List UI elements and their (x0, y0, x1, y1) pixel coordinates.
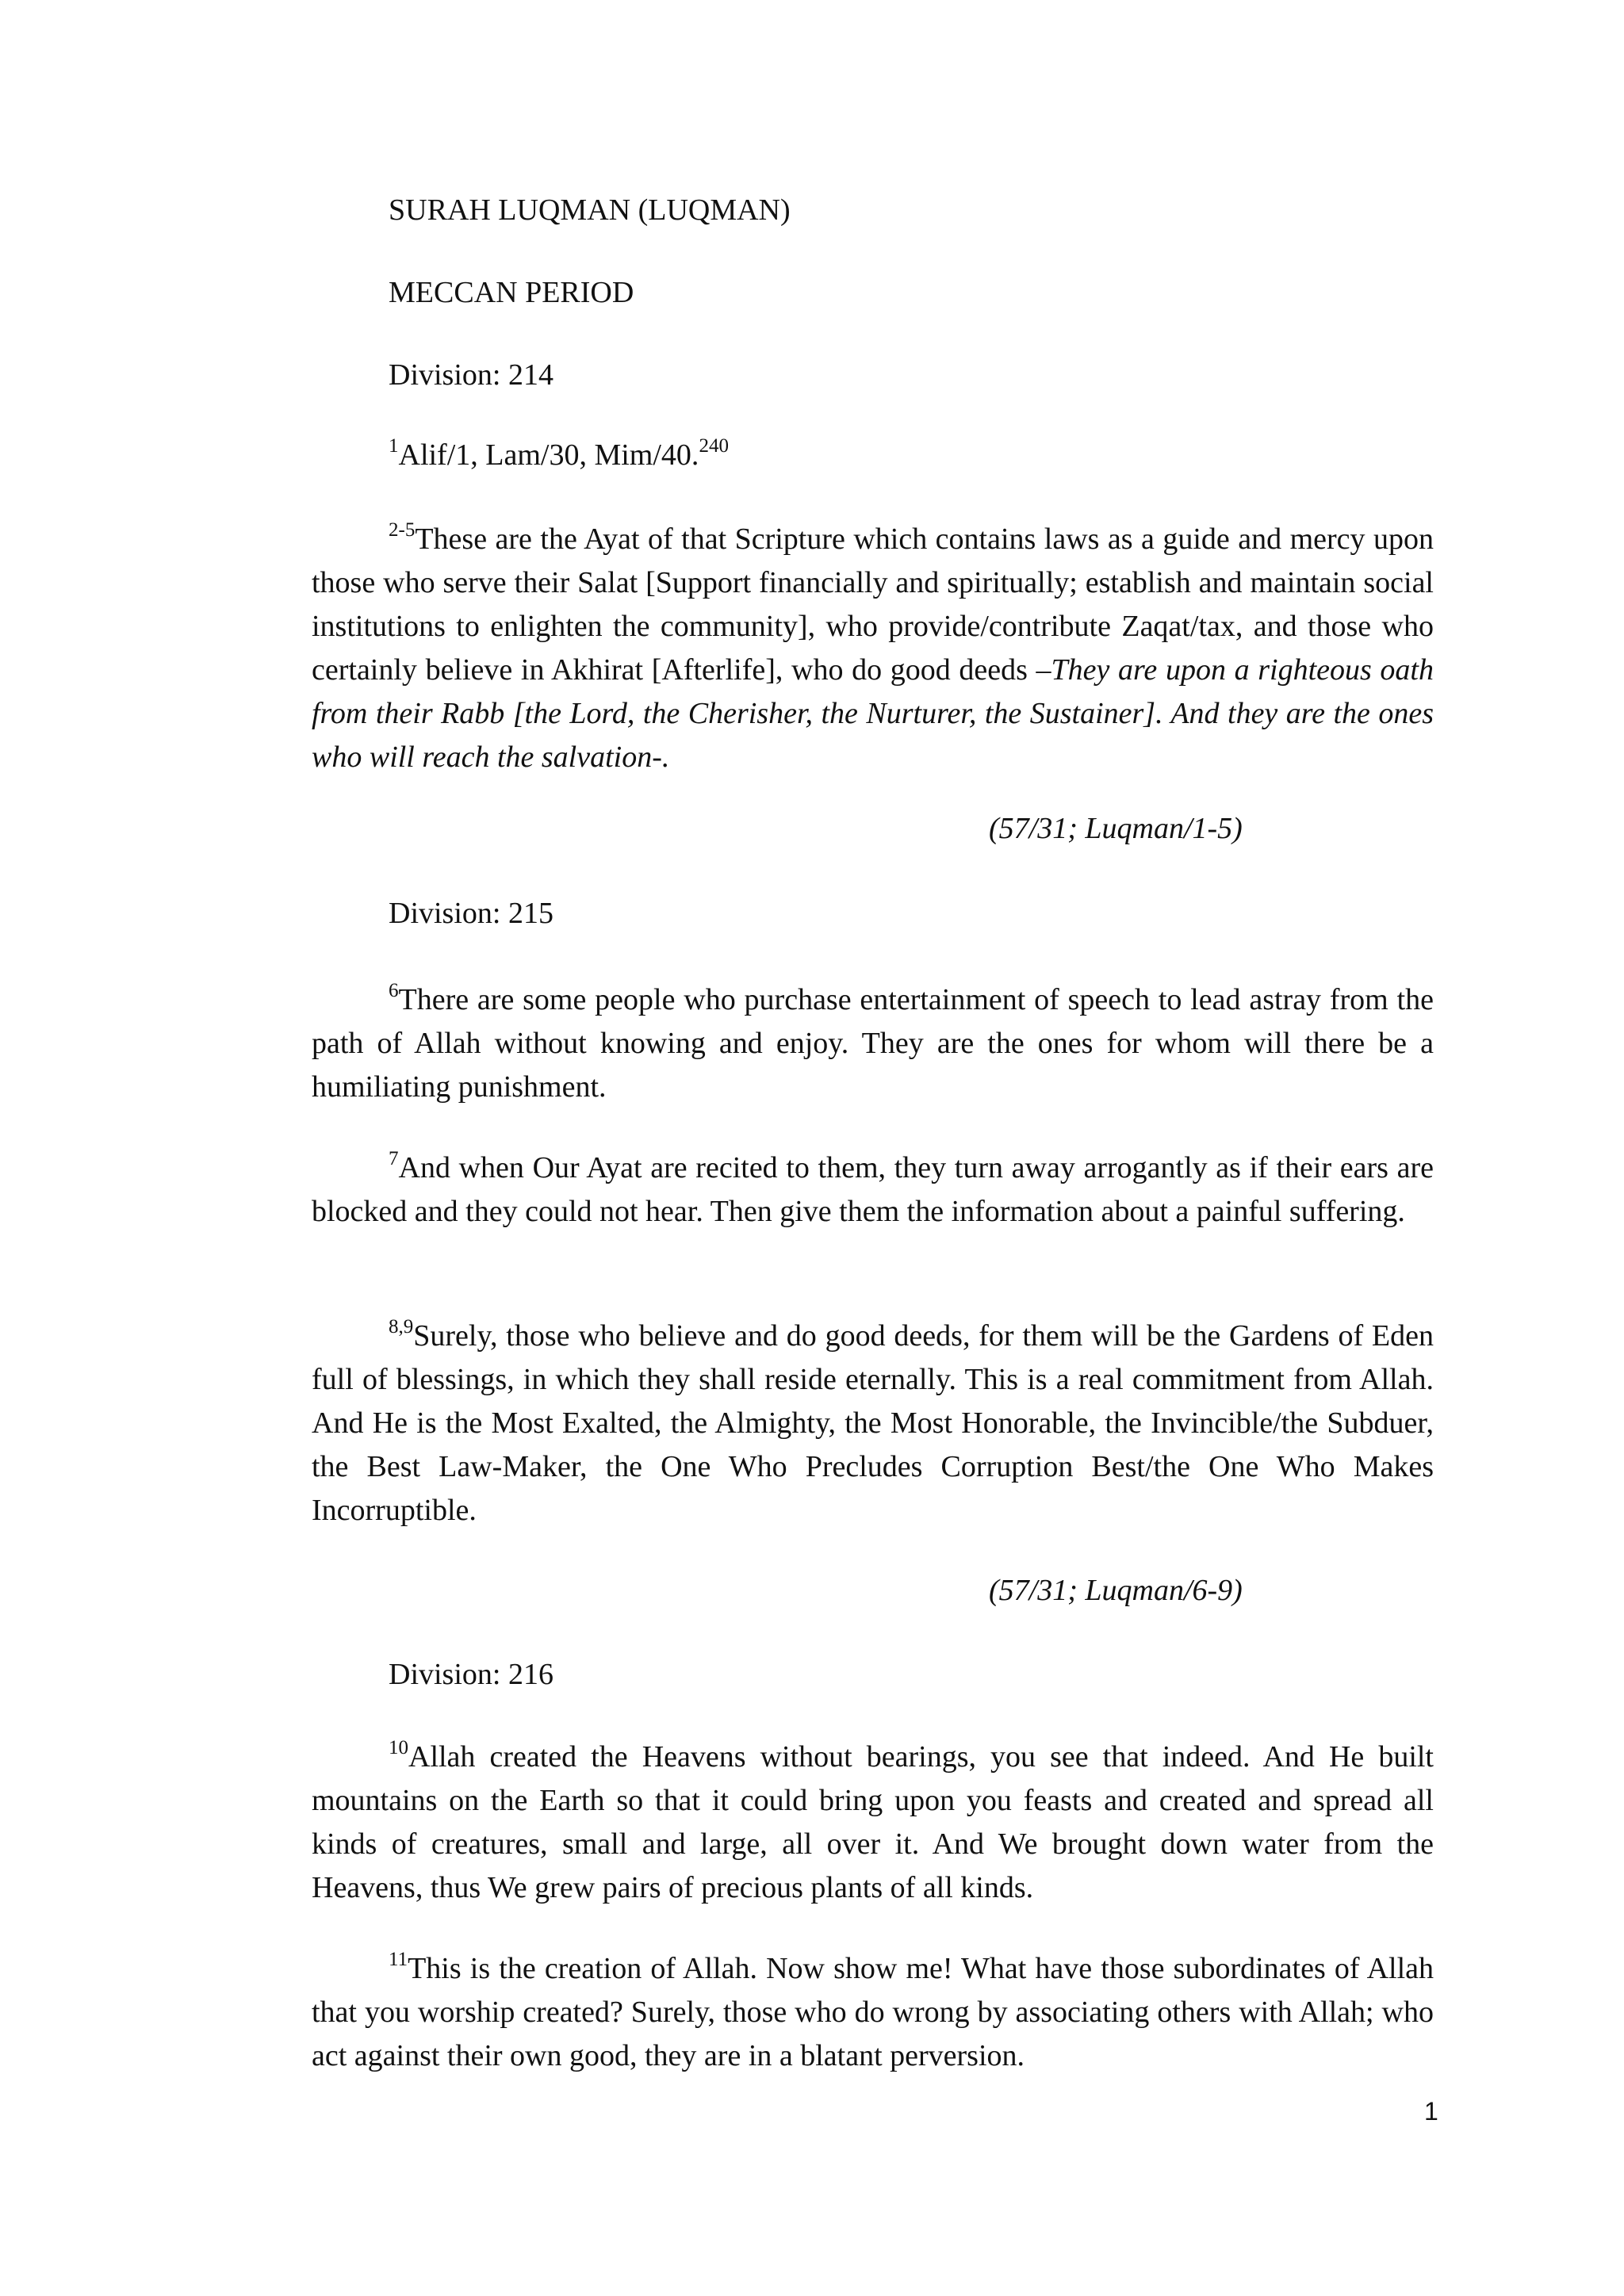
verse-text: These are the Ayat of that Scripture which contains laws as a guide and mercy upon those who serve their Salat [Support financially and spiritually; establish and maintain social institutions to enlighten the community], who provide/contribute Zaqat/tax, and those who certainly believe in Akhirat [Afterlife], who do good deeds (312, 522, 1434, 687)
verse-8-9 (312, 1314, 1434, 1533)
verse-10 (312, 1735, 1434, 1910)
verse-number: 7 (389, 1148, 399, 1170)
division-216-heading: Division: 216 (389, 1658, 553, 1691)
division-214-heading: Division: 214 (389, 358, 553, 392)
verse-11 (312, 1947, 1434, 2078)
verse-number: 10 (389, 1737, 408, 1759)
verse-number: 6 (389, 980, 399, 1002)
verse-text: Allah created the Heavens without bearings, you see that indeed. And He built mountains on the Earth so that it could bring upon you feasts and created and spread all kinds of creatures, small and large, all over it. And We brought down water from the Heavens, thus We grew pairs of precious plants of all kinds. (312, 1740, 1434, 1904)
period-heading: MECCAN PERIOD (389, 276, 634, 309)
footnote-marker: 240 (699, 435, 729, 457)
verse-1 (389, 434, 729, 477)
verse-number: 11 (389, 1949, 408, 1971)
verse-7 (312, 1146, 1434, 1234)
verse-text: There are some people who purchase entertainment of speech to lead astray from the path of Allah without knowing and enjoy. They are the ones for whom will there be a humiliating punishment. (312, 983, 1434, 1104)
verse-number: 1 (389, 435, 399, 457)
surah-title: SURAH LUQMAN (LUQMAN) (389, 193, 791, 227)
verse-number: 2-5 (389, 519, 416, 541)
verse-text: Surely, those who believe and do good deeds, for them will be the Gardens of Eden full of blessings, in which they shall reside eternally. This is a real commitment from Allah. And He is the Most Exalted, the Almighty, the Most Honorable, the Invincible/the Subduer, the Best Law-Maker, the One Who Precludes Corruption Best/the One Who Makes Incorruptible. (312, 1319, 1434, 1527)
verse-6 (312, 978, 1434, 1109)
division-215-heading: Division: 215 (389, 897, 553, 930)
reference-6-9: (57/31; Luqman/6-9) (989, 1574, 1243, 1607)
page-number: 1 (1424, 2097, 1438, 2126)
verse-2-5 (312, 518, 1434, 779)
verse-number: 8,9 (389, 1316, 414, 1338)
verse-italic-text: –They are upon a righteous oath from their Rabb [the Lord, the Cherisher, the Nurturer, the Sustainer]. And they are the ones who will reach the salvation-. (312, 653, 1434, 774)
reference-1-5: (57/31; Luqman/1-5) (989, 812, 1243, 845)
verse-text: And when Our Ayat are recited to them, they turn away arrogantly as if their ears are blocked and they could not hear. Then give them the information about a painful suffering. (312, 1151, 1434, 1228)
verse-text: This is the creation of Allah. Now show me! What have those subordinates of Allah that you worship created? Surely, those who do wrong by associating others with Allah; who act against their own good, they are in a blatant perversion. (312, 1952, 1434, 2072)
verse-text: Alif/1, Lam/30, Mim/40. (398, 438, 699, 472)
